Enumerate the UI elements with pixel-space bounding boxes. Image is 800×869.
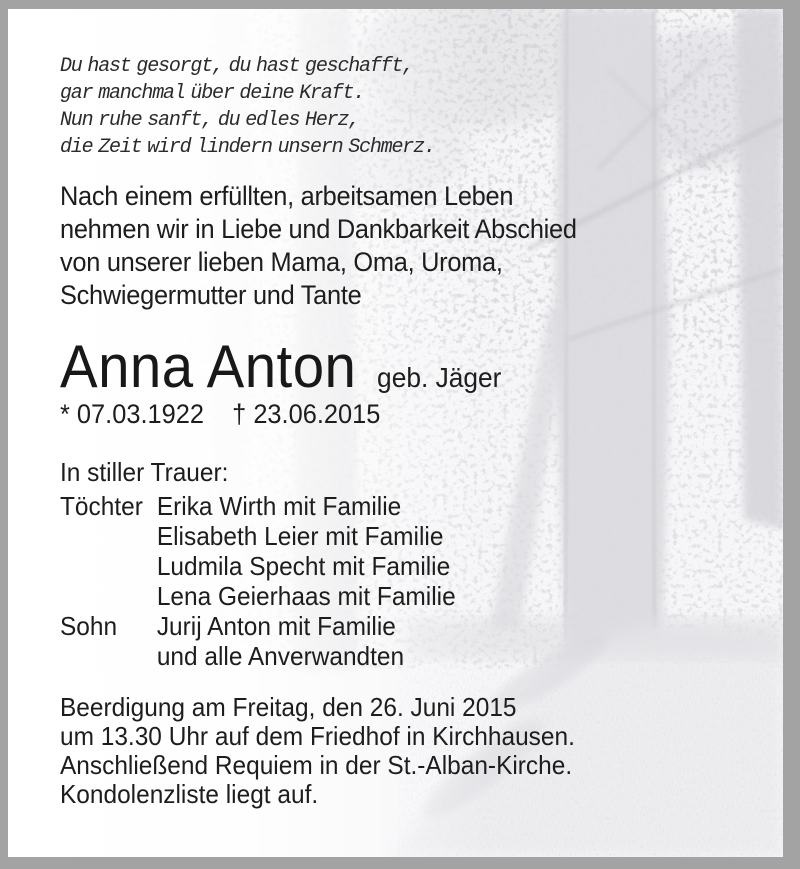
mourners-list — [60, 491, 456, 671]
poem-line: Du hast gesorgt, du hast geschafft, — [60, 55, 414, 78]
mourner-names — [157, 491, 456, 611]
mourning-header: In stiller Trauer: — [60, 457, 229, 487]
mourner-name: Erika Wirth mit Familie — [156, 491, 402, 521]
poem-line: gar manchmal über deine Kraft. — [60, 82, 365, 105]
intro-line: Schwiegermutter und Tante — [60, 280, 362, 310]
intro-line: Nach einem erfüllten, arbeitsamen Leben — [60, 181, 514, 211]
mourner-name: Jurij Anton mit Familie — [156, 611, 396, 641]
obituary-content — [8, 9, 783, 857]
mourner-name: Lena Geierhaas mit Familie — [156, 581, 456, 611]
death-date: † 23.06.2015 — [232, 399, 381, 429]
mourner-group-daughters — [60, 491, 456, 611]
intro-paragraph — [60, 180, 577, 312]
relation-label: Sohn — [60, 611, 118, 641]
birth-date: * 07.03.1922 — [60, 399, 204, 429]
life-dates — [60, 399, 380, 429]
memorial-poem — [60, 53, 435, 161]
funeral-line: Beerdigung am Freitag, den 26. Juni 2015 — [60, 692, 517, 722]
mourner-names — [157, 611, 404, 671]
funeral-line: Kondolenzliste liegt auf. — [60, 779, 319, 809]
maiden-name: geb. Jäger — [377, 362, 502, 393]
deceased-name: Anna Anton — [60, 333, 357, 400]
deceased-name-row — [60, 335, 501, 398]
intro-line: von unserer lieben Mama, Oma, Uroma, — [60, 247, 503, 277]
intro-line: nehmen wir in Liebe und Dankbarkeit Abschied — [60, 214, 577, 244]
funeral-details — [60, 693, 575, 809]
funeral-line: um 13.30 Uhr auf dem Friedhof in Kirchhausen. — [60, 721, 575, 751]
obituary-card — [8, 9, 783, 857]
mourner-name: und alle Anverwandten — [156, 641, 405, 671]
mourner-group-son — [60, 611, 456, 671]
relation-label: Töchter — [60, 491, 143, 521]
poem-line: Nun ruhe sanft, du edles Herz, — [60, 109, 360, 132]
poem-line: die Zeit wird lindern unsern Schmerz. — [60, 136, 435, 159]
mourner-name: Elisabeth Leier mit Familie — [156, 521, 444, 551]
funeral-line: Anschließend Requiem in der St.-Alban-Kirche. — [60, 750, 573, 780]
mourner-name: Ludmila Specht mit Familie — [156, 551, 451, 581]
